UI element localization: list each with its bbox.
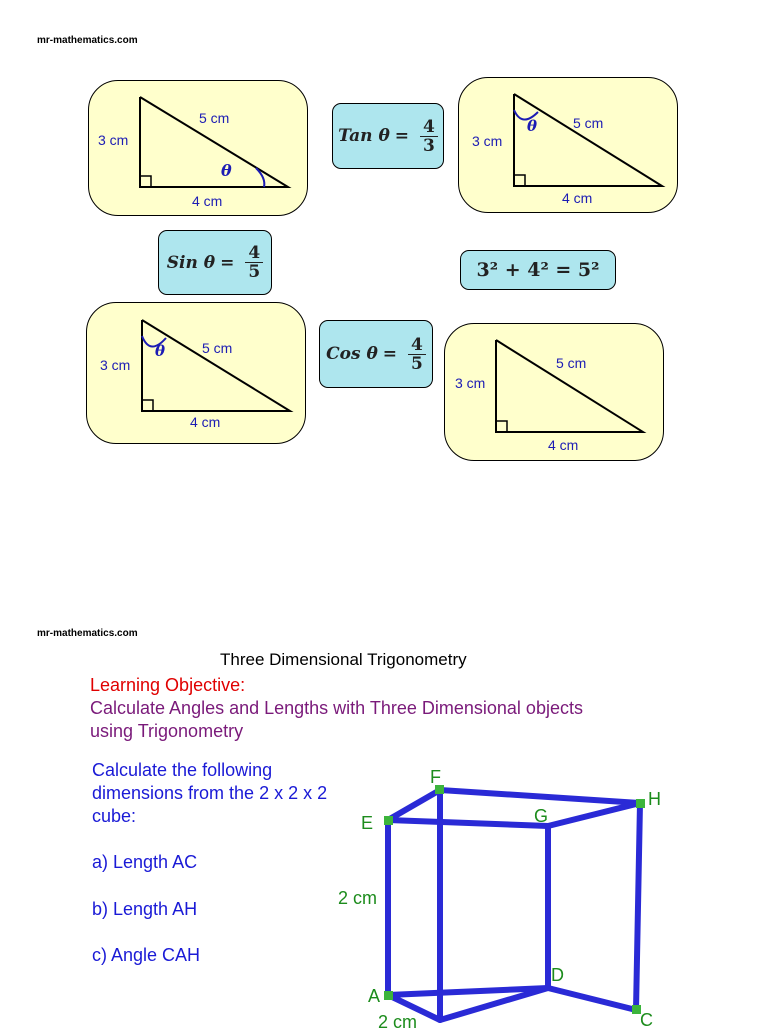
triangle-3-adj: 4 cm: [190, 414, 221, 430]
triangle-3-angle: θ: [155, 342, 166, 360]
tan-eq: =: [394, 126, 410, 146]
triangle-1-hyp: 5 cm: [199, 110, 230, 126]
triangle-1-angle: θ: [221, 161, 232, 180]
site-name: mr-mathematics.com: [37, 35, 138, 46]
page-title: Three Dimensional Trigonometry: [220, 650, 467, 669]
cos-fn: Cos θ: [326, 344, 378, 364]
cos-denominator: 5: [411, 353, 423, 374]
vertex-A: A: [368, 986, 381, 1006]
triangle-3-hyp: 5 cm: [202, 340, 233, 356]
cos-numerator: 4: [408, 336, 426, 355]
triangle-4-adj: 4 cm: [548, 437, 579, 453]
tan-fn: Tan θ: [338, 126, 390, 146]
vertex-C: C: [640, 1010, 653, 1030]
site-name-2: mr-mathematics.com: [37, 628, 138, 639]
triangle-1-opp: 3 cm: [98, 132, 129, 148]
vertex-H: H: [648, 789, 661, 809]
triangle-3-opp: 3 cm: [100, 357, 131, 373]
triangle-2-angle: θ: [527, 117, 538, 135]
vertex-E: E: [361, 813, 374, 833]
edge-label-height: 2 cm: [338, 888, 378, 908]
triangle-2-hyp: 5 cm: [573, 115, 604, 131]
intro-line-1: Calculate the following: [92, 760, 273, 780]
triangle-4-opp: 3 cm: [455, 375, 486, 391]
vertex-F: F: [430, 767, 441, 787]
intro-line-3: cube:: [92, 806, 137, 826]
triangle-1-adj: 4 cm: [192, 193, 223, 209]
objective-text-line-2: using Trigonometry: [90, 721, 244, 741]
sin-numerator: 4: [245, 244, 263, 263]
tan-numerator: 4: [420, 118, 438, 137]
objective-heading: Learning Objective:: [90, 675, 246, 695]
intro-line-2: dimensions from the 2 x 2 x 2: [92, 783, 328, 803]
vertex-D: D: [551, 965, 564, 985]
pythagoras-formula: 3² + 4² = 5²: [460, 250, 616, 290]
sin-denominator: 5: [248, 262, 261, 282]
triangle-2-adj: 4 cm: [562, 190, 593, 206]
sin-fn: Sin θ: [166, 252, 216, 273]
question-a: a) Length AC: [92, 852, 198, 872]
question-b: b) Length AH: [92, 899, 198, 919]
triangle-2-opp: 3 cm: [472, 133, 503, 149]
cos-eq: =: [382, 344, 398, 364]
question-c: c) Angle CAH: [92, 945, 201, 965]
vertex-G: G: [534, 806, 549, 826]
sin-eq: =: [220, 252, 235, 273]
tan-denominator: 3: [423, 135, 435, 156]
edge-label-bottom: 2 cm: [378, 1012, 418, 1032]
objective-text-line-1: Calculate Angles and Lengths with Three Dimensional objects: [90, 698, 583, 718]
triangle-4-hyp: 5 cm: [556, 355, 587, 371]
